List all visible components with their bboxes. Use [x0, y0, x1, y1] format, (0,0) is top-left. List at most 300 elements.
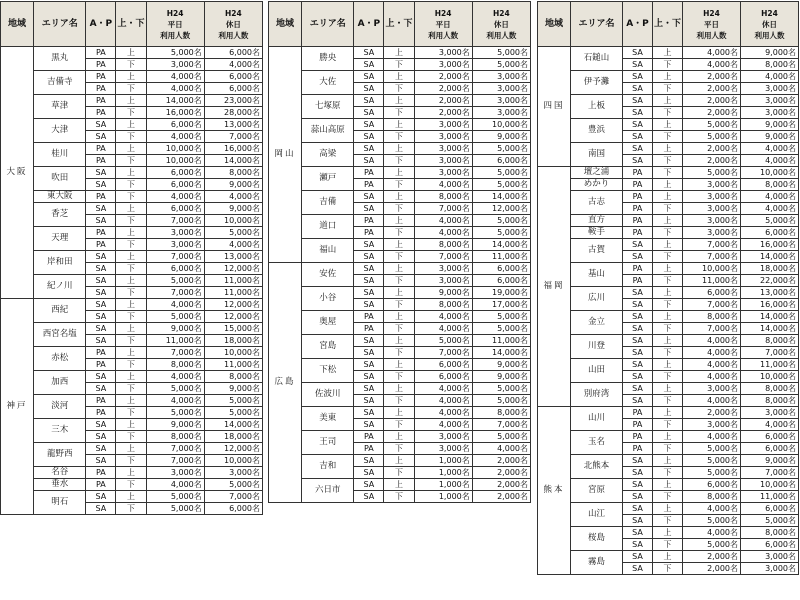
weekday-users: 1,000名 — [414, 479, 472, 491]
area-type: SA — [354, 479, 384, 491]
area-name: 吹田 — [34, 167, 86, 191]
area-type: PA — [86, 47, 116, 59]
area-name: 蒜山高原 — [302, 119, 354, 143]
holiday-users: 14,000名 — [204, 155, 262, 167]
holiday-users: 2,000名 — [472, 479, 530, 491]
direction: 上 — [653, 215, 683, 227]
weekday-users: 6,000名 — [683, 287, 741, 299]
area-type: SA — [354, 419, 384, 431]
holiday-users: 5,000名 — [472, 227, 530, 239]
area-type: PA — [354, 431, 384, 443]
weekday-users: 4,000名 — [683, 335, 741, 347]
area-type: SA — [354, 359, 384, 371]
area-name: 大津 — [34, 119, 86, 143]
table-row — [269, 311, 531, 323]
area-name: 直方 — [571, 215, 623, 227]
direction: 上 — [653, 311, 683, 323]
direction: 下 — [384, 419, 414, 431]
area-name: 川登 — [571, 335, 623, 359]
holiday-users: 9,000名 — [472, 371, 530, 383]
table-row — [1, 95, 263, 107]
area-name: 瀬戸 — [302, 167, 354, 191]
header-weekday — [146, 2, 204, 47]
weekday-users: 7,000名 — [146, 251, 204, 263]
holiday-users: 4,000名 — [741, 155, 799, 167]
header-area: エリア名 — [571, 2, 623, 47]
area-name: 伊予灘 — [571, 71, 623, 95]
table-row — [269, 359, 531, 371]
holiday-users: 8,000名 — [204, 371, 262, 383]
direction: 下 — [384, 275, 414, 287]
weekday-users: 4,000名 — [146, 371, 204, 383]
header-direction: 上・下 — [653, 2, 683, 47]
weekday-users: 4,000名 — [146, 131, 204, 143]
table-row — [538, 263, 799, 275]
direction: 上 — [384, 191, 414, 203]
area-type: PA — [86, 479, 116, 491]
area-type: SA — [623, 455, 653, 467]
weekday-users: 4,000名 — [683, 59, 741, 71]
area-name: 石鎚山 — [571, 47, 623, 71]
header-type: A・P — [623, 2, 653, 47]
holiday-users: 4,000名 — [204, 191, 262, 203]
holiday-users: 6,000名 — [472, 155, 530, 167]
direction: 下 — [116, 83, 146, 95]
header-weekday-line: 平日 — [167, 19, 183, 29]
direction: 上 — [653, 263, 683, 275]
holiday-users: 11,000名 — [741, 359, 799, 371]
area-name: 大佐 — [302, 71, 354, 95]
holiday-users: 3,000名 — [204, 467, 262, 479]
direction: 下 — [653, 467, 683, 479]
direction: 下 — [116, 407, 146, 419]
area-name: 壇之浦 — [571, 167, 623, 179]
table-row — [1, 143, 263, 155]
table-row — [1, 467, 263, 479]
direction: 下 — [653, 275, 683, 287]
area-type: SA — [86, 371, 116, 383]
area-type: SA — [623, 491, 653, 503]
weekday-users: 8,000名 — [683, 491, 741, 503]
direction: 上 — [384, 71, 414, 83]
direction: 上 — [384, 47, 414, 59]
area-type: PA — [86, 155, 116, 167]
weekday-users: 4,000名 — [414, 311, 472, 323]
holiday-users: 4,000名 — [204, 59, 262, 71]
holiday-users: 7,000名 — [741, 347, 799, 359]
weekday-users: 6,000名 — [146, 263, 204, 275]
table-row — [1, 491, 263, 503]
holiday-users: 28,000名 — [204, 107, 262, 119]
area-type: SA — [354, 239, 384, 251]
area-type: SA — [623, 551, 653, 563]
area-name: 香芝 — [34, 203, 86, 227]
direction: 下 — [116, 215, 146, 227]
table-row — [269, 263, 531, 275]
weekday-users: 5,000名 — [146, 275, 204, 287]
area-type: PA — [354, 443, 384, 455]
holiday-users: 4,000名 — [741, 419, 799, 431]
holiday-users: 5,000名 — [472, 311, 530, 323]
area-type: SA — [354, 467, 384, 479]
holiday-users: 13,000名 — [204, 251, 262, 263]
direction: 下 — [384, 227, 414, 239]
direction: 下 — [116, 335, 146, 347]
holiday-users: 8,000名 — [741, 527, 799, 539]
weekday-users: 5,000名 — [683, 455, 741, 467]
table-row — [538, 527, 799, 539]
holiday-users: 6,000名 — [741, 503, 799, 515]
weekday-users: 6,000名 — [146, 203, 204, 215]
direction: 下 — [653, 83, 683, 95]
weekday-users: 3,000名 — [683, 191, 741, 203]
weekday-users: 7,000名 — [146, 443, 204, 455]
weekday-users: 2,000名 — [683, 71, 741, 83]
table-row — [269, 119, 531, 131]
area-type: PA — [86, 467, 116, 479]
holiday-users: 9,000名 — [741, 131, 799, 143]
holiday-users: 3,000名 — [472, 71, 530, 83]
holiday-users: 4,000名 — [741, 203, 799, 215]
weekday-users: 5,000名 — [683, 467, 741, 479]
table-row — [1, 71, 263, 83]
holiday-users: 7,000名 — [472, 419, 530, 431]
header-type: A・P — [354, 2, 384, 47]
area-name: 宮原 — [571, 479, 623, 503]
direction: 上 — [116, 227, 146, 239]
holiday-users: 10,000名 — [741, 479, 799, 491]
direction: 上 — [653, 527, 683, 539]
weekday-users: 5,000名 — [683, 443, 741, 455]
holiday-users: 4,000名 — [741, 191, 799, 203]
area-type: SA — [86, 119, 116, 131]
table-row — [1, 299, 263, 311]
holiday-users: 9,000名 — [472, 359, 530, 371]
direction: 下 — [116, 179, 146, 191]
direction: 下 — [384, 131, 414, 143]
direction: 下 — [653, 107, 683, 119]
direction: 上 — [653, 179, 683, 191]
area-name: 佐波川 — [302, 383, 354, 407]
area-type: SA — [354, 263, 384, 275]
area-type: SA — [354, 287, 384, 299]
weekday-users: 3,000名 — [683, 215, 741, 227]
holiday-users: 4,000名 — [741, 71, 799, 83]
table-row — [269, 455, 531, 467]
direction: 上 — [653, 47, 683, 59]
table-row — [1, 47, 263, 59]
area-type: SA — [623, 287, 653, 299]
weekday-users: 2,000名 — [683, 551, 741, 563]
area-type: SA — [623, 83, 653, 95]
direction: 下 — [116, 131, 146, 143]
weekday-users: 1,000名 — [414, 455, 472, 467]
area-type: SA — [354, 491, 384, 503]
direction: 下 — [116, 107, 146, 119]
weekday-users: 5,000名 — [146, 383, 204, 395]
weekday-users: 7,000名 — [146, 347, 204, 359]
area-name: 東大阪 — [34, 191, 86, 203]
area-type: SA — [623, 47, 653, 59]
table-row — [269, 167, 531, 179]
area-type: SA — [354, 347, 384, 359]
table-row — [538, 551, 799, 563]
weekday-users: 3,000名 — [414, 275, 472, 287]
weekday-users: 4,000名 — [146, 83, 204, 95]
direction: 上 — [384, 311, 414, 323]
area-type: PA — [86, 71, 116, 83]
header-holiday-line: H24 — [225, 8, 242, 18]
area-type: PA — [354, 167, 384, 179]
direction: 上 — [653, 359, 683, 371]
weekday-users: 3,000名 — [146, 467, 204, 479]
weekday-users: 16,000名 — [146, 107, 204, 119]
holiday-users: 7,000名 — [741, 467, 799, 479]
area-name: 勝央 — [302, 47, 354, 71]
area-type: SA — [623, 107, 653, 119]
holiday-users: 3,000名 — [741, 107, 799, 119]
weekday-users: 2,000名 — [683, 407, 741, 419]
table-row — [269, 383, 531, 395]
header-weekday-line: 利用人数 — [696, 30, 727, 40]
region-cell: 神戸 — [1, 299, 34, 515]
direction: 上 — [116, 323, 146, 335]
region-cell: 熊本 — [538, 407, 571, 575]
region-cell: 福岡 — [538, 167, 571, 407]
direction: 下 — [653, 371, 683, 383]
weekday-users: 3,000名 — [146, 239, 204, 251]
weekday-users: 3,000名 — [683, 227, 741, 239]
holiday-users: 7,000名 — [204, 491, 262, 503]
table-row — [538, 179, 799, 191]
area-name: 加西 — [34, 371, 86, 395]
table-row — [538, 359, 799, 371]
holiday-users: 8,000名 — [741, 395, 799, 407]
table-row — [1, 347, 263, 359]
direction: 下 — [384, 179, 414, 191]
table-row — [1, 395, 263, 407]
direction: 下 — [384, 83, 414, 95]
direction: 下 — [384, 395, 414, 407]
area-type: SA — [354, 371, 384, 383]
area-type: PA — [623, 419, 653, 431]
header-weekday-line: 利用人数 — [428, 30, 459, 40]
area-type: PA — [623, 191, 653, 203]
header-holiday — [204, 2, 262, 47]
weekday-users: 4,000名 — [683, 527, 741, 539]
direction: 下 — [653, 395, 683, 407]
direction: 上 — [384, 239, 414, 251]
weekday-users: 4,000名 — [414, 407, 472, 419]
area-type: PA — [623, 179, 653, 191]
area-name: 道口 — [302, 215, 354, 239]
table-row — [1, 371, 263, 383]
weekday-users: 3,000名 — [683, 383, 741, 395]
direction: 下 — [116, 287, 146, 299]
weekday-users: 4,000名 — [414, 419, 472, 431]
weekday-users: 3,000名 — [414, 263, 472, 275]
header-holiday-line: H24 — [493, 8, 510, 18]
area-name: 古賀 — [571, 239, 623, 263]
direction: 下 — [653, 203, 683, 215]
weekday-users: 4,000名 — [146, 71, 204, 83]
area-type: PA — [86, 347, 116, 359]
holiday-users: 5,000名 — [472, 395, 530, 407]
weekday-users: 3,000名 — [414, 119, 472, 131]
area-type: PA — [623, 215, 653, 227]
direction: 上 — [653, 287, 683, 299]
weekday-users: 4,000名 — [414, 179, 472, 191]
area-name: 奥屋 — [302, 311, 354, 335]
header-region: 地域 — [538, 2, 571, 47]
weekday-users: 7,000名 — [683, 239, 741, 251]
direction: 下 — [116, 311, 146, 323]
area-type: SA — [623, 539, 653, 551]
direction: 下 — [653, 539, 683, 551]
area-type: PA — [86, 191, 116, 203]
area-type: PA — [86, 359, 116, 371]
direction: 下 — [116, 191, 146, 203]
header-region: 地域 — [1, 2, 34, 47]
direction: 下 — [653, 563, 683, 575]
table-row — [1, 419, 263, 431]
area-type: SA — [623, 359, 653, 371]
weekday-users: 7,000名 — [683, 323, 741, 335]
holiday-users: 18,000名 — [741, 263, 799, 275]
holiday-users: 11,000名 — [472, 335, 530, 347]
area-type: SA — [623, 71, 653, 83]
holiday-users: 10,000名 — [204, 347, 262, 359]
weekday-users: 7,000名 — [146, 287, 204, 299]
area-type: SA — [354, 155, 384, 167]
holiday-users: 12,000名 — [204, 311, 262, 323]
area-type: PA — [623, 227, 653, 239]
direction: 下 — [116, 359, 146, 371]
weekday-users: 4,000名 — [683, 347, 741, 359]
holiday-users: 3,000名 — [472, 95, 530, 107]
holiday-users: 15,000名 — [204, 323, 262, 335]
weekday-users: 7,000名 — [414, 347, 472, 359]
direction: 下 — [653, 59, 683, 71]
direction: 下 — [116, 263, 146, 275]
direction: 上 — [116, 347, 146, 359]
direction: 上 — [116, 119, 146, 131]
header-weekday-line: 利用人数 — [160, 30, 191, 40]
table-row — [1, 443, 263, 455]
direction: 上 — [653, 455, 683, 467]
weekday-users: 3,000名 — [683, 203, 741, 215]
holiday-users: 5,000名 — [472, 431, 530, 443]
holiday-users: 11,000名 — [204, 275, 262, 287]
table-row — [538, 239, 799, 251]
table-row — [269, 143, 531, 155]
area-type: PA — [86, 407, 116, 419]
area-type: SA — [623, 479, 653, 491]
header-row — [1, 2, 263, 47]
area-name: 山江 — [571, 503, 623, 527]
table-row — [269, 335, 531, 347]
header-holiday-line: 休日 — [762, 19, 777, 29]
area-type: SA — [86, 491, 116, 503]
holiday-users: 8,000名 — [472, 407, 530, 419]
holiday-users: 12,000名 — [204, 443, 262, 455]
weekday-users: 10,000名 — [146, 155, 204, 167]
table-row — [538, 455, 799, 467]
area-type: SA — [86, 323, 116, 335]
header-weekday-line: H24 — [703, 8, 720, 18]
area-type: SA — [86, 275, 116, 287]
header-holiday — [741, 2, 799, 47]
area-name: 霧島 — [571, 551, 623, 575]
area-name: めかり — [571, 179, 623, 191]
holiday-users: 4,000名 — [741, 143, 799, 155]
header-holiday-line: 休日 — [225, 19, 241, 29]
weekday-users: 7,000名 — [146, 455, 204, 467]
direction: 上 — [384, 287, 414, 299]
area-type: SA — [623, 395, 653, 407]
area-name: 三木 — [34, 419, 86, 443]
table-row — [1, 167, 263, 179]
area-type: SA — [86, 419, 116, 431]
direction: 下 — [653, 491, 683, 503]
holiday-users: 23,000名 — [204, 95, 262, 107]
direction: 下 — [653, 131, 683, 143]
direction: 上 — [653, 191, 683, 203]
area-type: SA — [354, 143, 384, 155]
direction: 上 — [384, 263, 414, 275]
direction: 上 — [116, 95, 146, 107]
area-name: 西紀 — [34, 299, 86, 323]
holiday-users: 11,000名 — [204, 359, 262, 371]
area-name: 桜島 — [571, 527, 623, 551]
weekday-users: 8,000名 — [146, 359, 204, 371]
area-type: SA — [86, 179, 116, 191]
table-row — [538, 407, 799, 419]
area-type: PA — [354, 227, 384, 239]
weekday-users: 9,000名 — [146, 323, 204, 335]
holiday-users: 14,000名 — [741, 323, 799, 335]
area-type: SA — [354, 131, 384, 143]
area-name: 安佐 — [302, 263, 354, 287]
direction: 下 — [384, 203, 414, 215]
direction: 上 — [653, 143, 683, 155]
area-type: SA — [354, 203, 384, 215]
area-name: 美東 — [302, 407, 354, 431]
weekday-users: 4,000名 — [683, 371, 741, 383]
table-row — [1, 323, 263, 335]
weekday-users: 3,000名 — [414, 131, 472, 143]
table-row — [269, 239, 531, 251]
table-row — [269, 215, 531, 227]
area-type: SA — [86, 311, 116, 323]
weekday-users: 2,000名 — [683, 563, 741, 575]
direction: 下 — [384, 491, 414, 503]
direction: 下 — [116, 431, 146, 443]
direction: 下 — [384, 443, 414, 455]
weekday-users: 2,000名 — [683, 155, 741, 167]
header-region: 地域 — [269, 2, 302, 47]
direction: 上 — [653, 407, 683, 419]
holiday-users: 3,000名 — [472, 107, 530, 119]
table-row — [538, 227, 799, 239]
header-weekday-line: 平日 — [704, 19, 719, 29]
weekday-users: 6,000名 — [146, 167, 204, 179]
weekday-users: 5,000名 — [146, 311, 204, 323]
weekday-users: 4,000名 — [683, 395, 741, 407]
area-type: SA — [86, 503, 116, 515]
header-holiday-line: 休日 — [493, 19, 509, 29]
area-type: SA — [623, 119, 653, 131]
